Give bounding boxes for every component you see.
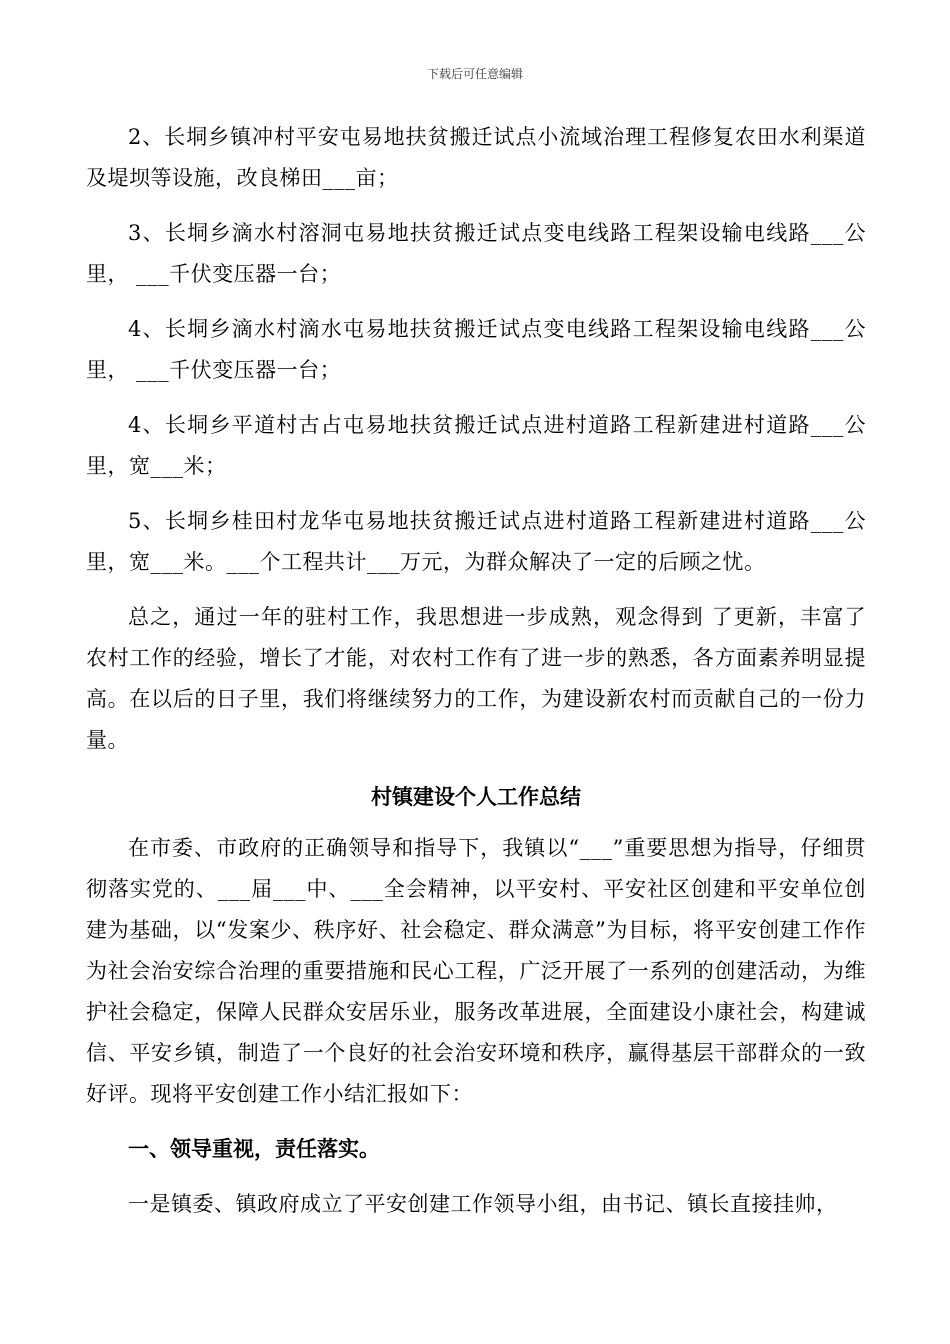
section-paragraph: 一是镇委、镇政府成立了平安创建工作领导小组，由书记、镇长直接挂帅，	[128, 1192, 838, 1216]
section-heading: 一、领导重视，责任落实。	[128, 1137, 380, 1161]
list-item: 4、长垌乡滴水村滴水屯易地扶贫搬迁试点变电线路工程架设输电线路___公里， ___千伏变压器一台；	[86, 317, 866, 382]
list-item: 4、长垌乡平道村古占屯易地扶贫搬迁试点进村道路工程新建进村道路___公里，宽___米；	[86, 413, 866, 478]
list-item: 5、长垌乡桂田村龙华屯易地扶贫搬迁试点进村道路工程新建进村道路___公里，宽___米。___个工程共计___万元，为群众解决了一定的后顾之忧。	[86, 509, 866, 574]
section-title: 村镇建设个人工作总结	[371, 785, 581, 809]
list-item: 2、长垌乡镇冲村平安屯易地扶贫搬迁试点小流域治理工程修复农田水利渠道及堤坝等设施，改良梯田___亩；	[86, 125, 866, 190]
document-body	[86, 117, 866, 1225]
summary-paragraph: 总之，通过一年的驻村工作，我思想进一步成熟，观念得到 了更新，丰富了农村工作的经验，增长了才能，对农村工作有了进一步的熟悉，各方面素养明显提高。在以后的日子里，我们将继续努力的工作，为建设新农村而贡献自己的一份力量。	[86, 605, 866, 752]
intro-paragraph: 在市委、市政府的正确领导和指导下，我镇以“___”重要思想为指导，仔细贯彻落实党的、___届___中、___全会精神，以平安村、平安社区创建和平安单位创建为基础，以“发案少、秩序好、社会稳定、群众满意”为目标，将平安创建工作作为社会治安综合治理的重要措施和民心工程，广泛开展了一系列的创建活动，为维护社会稳定，保障人民群众安居乐业，服务改革进展，全面建设小康社会，构建诚信、平安乡镇，制造了一个良好的社会治安环境和秩序，赢得基层干部群众的一致好评。现将平安创建工作小结汇报如下：	[86, 836, 866, 1106]
list-item: 3、长垌乡滴水村溶洞屯易地扶贫搬迁试点变电线路工程架设输电线路___公里， ___千伏变压器一台；	[86, 221, 866, 286]
page-header-note: 下载后可任意编辑	[426, 67, 523, 81]
